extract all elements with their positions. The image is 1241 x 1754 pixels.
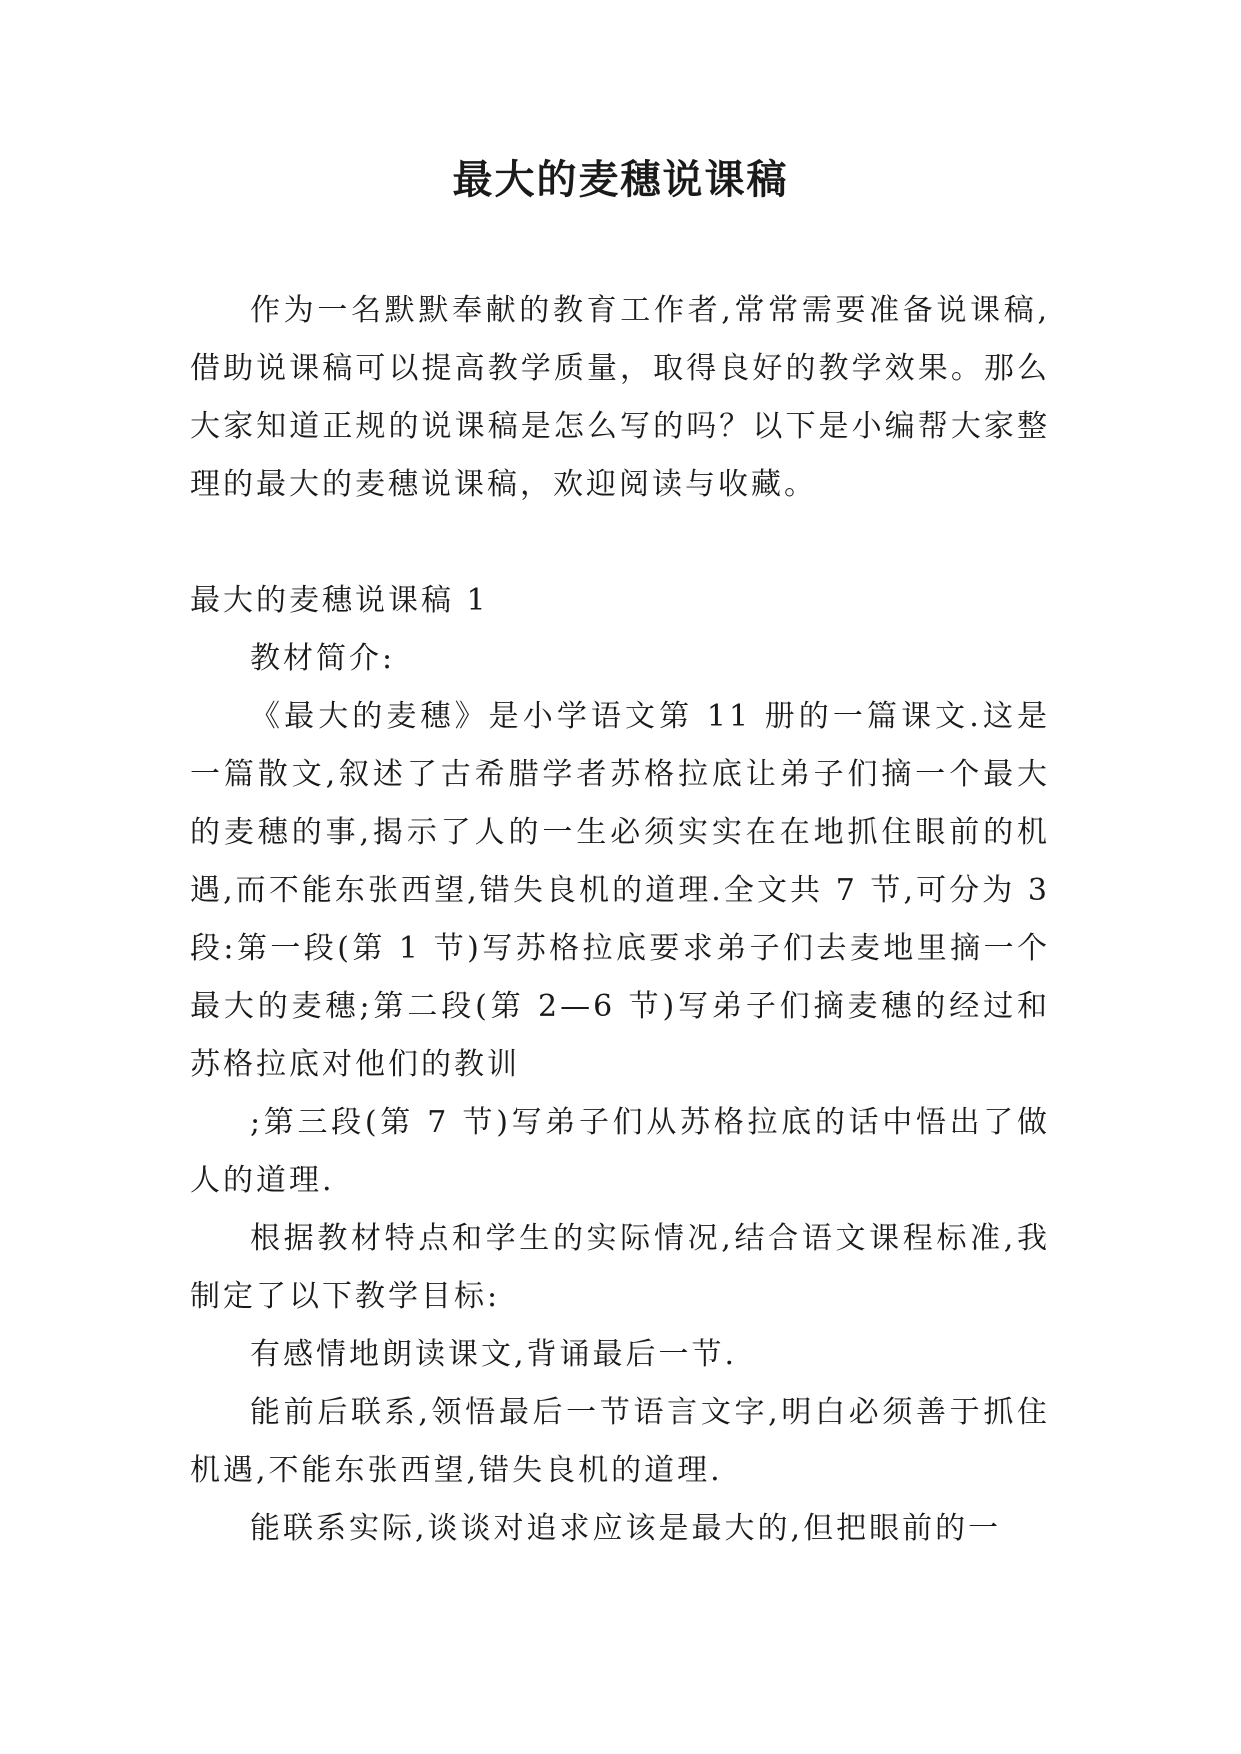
paragraph-goal-3: 能联系实际,谈谈对追求应该是最大的,但把眼前的一	[250, 1511, 1002, 1546]
paragraph-goals-intro: 根据教材特点和学生的实际情况,结合语文课程标准,我制定了以下教学目标:	[190, 1221, 1050, 1314]
section-heading: 最大的麦穗说课稿 1	[190, 583, 489, 618]
paragraph-goal-2: 能前后联系,领悟最后一节语言文字,明白必须善于抓住机遇,不能东张西望,错失良机的道理.	[190, 1395, 1050, 1488]
document-body	[190, 282, 1050, 1558]
paragraph-materials-intro: 《最大的麦穗》是小学语文第 11 册的一篇课文.这是一篇散文,叙述了古希腊学者苏格拉底让弟子们摘一个最大的麦穗的事,揭示了人的一生必须实实在在地抓住眼前的机遇,而不能东张西望,错失良机的道理.全文共 7 节,可分为 3 段:第一段(第 1 节)写苏格拉底要求弟子们去麦地里摘一个最大的麦穗;第二段(第 2—6 节)写弟子们摘麦穗的经过和苏格拉底对他们的教训	[190, 699, 1050, 1082]
paragraph-third-section: ;第三段(第 7 节)写弟子们从苏格拉底的话中悟出了做人的道理.	[190, 1105, 1050, 1198]
intro-paragraph: 作为一名默默奉献的教育工作者,常常需要准备说课稿,借助说课稿可以提高教学质量，取得良好的教学效果。那么大家知道正规的说课稿是怎么写的吗？以下是小编帮大家整理的最大的麦穗说课稿，欢迎阅读与收藏。	[190, 293, 1050, 502]
document-title: 最大的麦穗说课稿	[452, 156, 789, 203]
spacer	[190, 514, 1050, 572]
paragraph-goal-1: 有感情地朗读课文,背诵最后一节.	[250, 1337, 738, 1372]
paragraph-materials-label: 教材简介:	[250, 641, 396, 676]
